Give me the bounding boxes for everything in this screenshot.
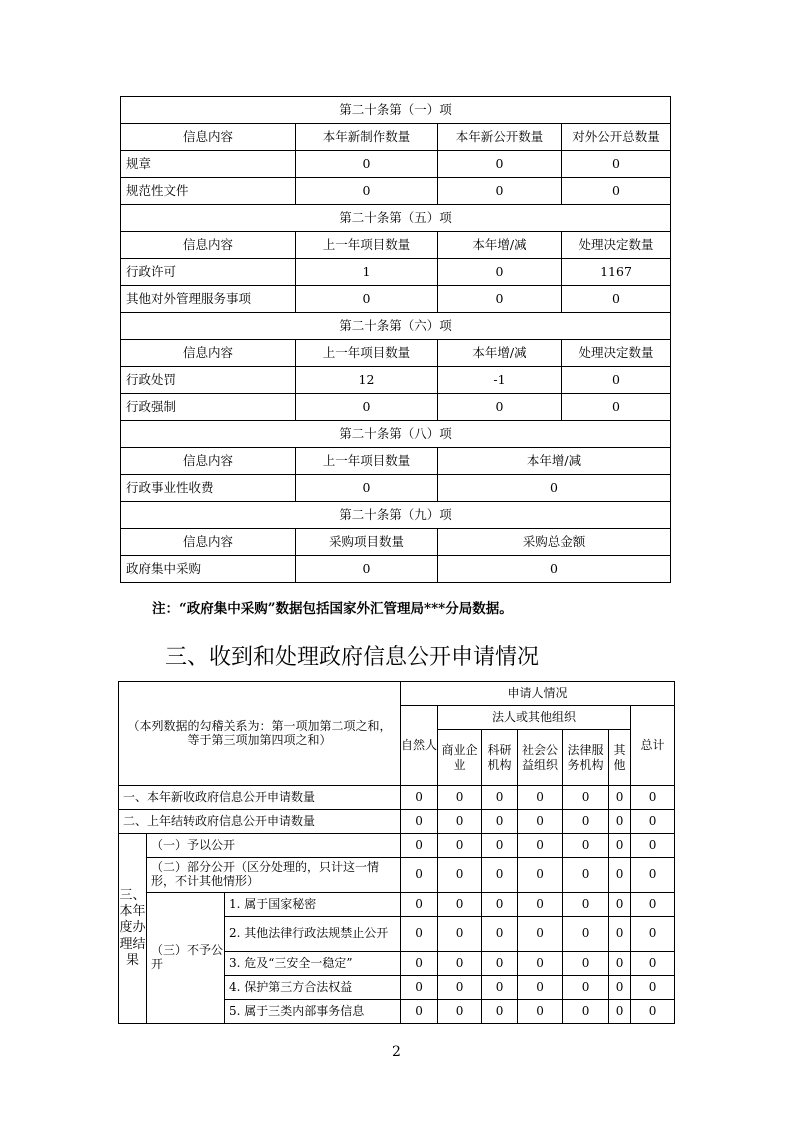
cell-value: 0 [563, 786, 609, 810]
cell-value: 0 [482, 917, 518, 952]
cell-value: 0 [631, 917, 675, 952]
natural-person-header: 自然人 [401, 706, 438, 786]
cell-value: 1167 [562, 259, 671, 286]
disclosure-table [120, 96, 671, 583]
cell-value: 0 [609, 834, 631, 858]
cell-value: 0 [438, 786, 482, 810]
cell-value: 0 [609, 893, 631, 917]
business-header: 商业企业 [438, 730, 482, 786]
section-title: 第二十条第（六）项 [121, 313, 671, 340]
cell-value: 0 [438, 952, 482, 976]
column-header: 信息内容 [121, 232, 296, 259]
cell-value: 0 [438, 394, 562, 421]
row-label: 规范性文件 [121, 178, 296, 205]
cell-value: 0 [401, 976, 438, 1000]
cell-value: 0 [518, 952, 563, 976]
cell-value: 0 [518, 893, 563, 917]
row-label: 行政事业性收费 [121, 475, 296, 502]
cell-value: 0 [401, 1000, 438, 1024]
cell-value: 0 [563, 834, 609, 858]
section-title: 第二十条第（一）项 [121, 97, 671, 124]
cell-value: 0 [296, 178, 438, 205]
legal-org-header: 法人或其他组织 [438, 706, 631, 730]
cell-value: 0 [609, 952, 631, 976]
column-header: 采购总金额 [438, 529, 671, 556]
column-header: 本年增/减 [438, 448, 671, 475]
row-label: 1. 属于国家秘密 [225, 893, 401, 917]
column-header: 采购项目数量 [296, 529, 438, 556]
cell-value: 0 [438, 893, 482, 917]
column-header: 信息内容 [121, 529, 296, 556]
cell-value: 0 [482, 810, 518, 834]
cell-value: 0 [482, 976, 518, 1000]
row-label: 行政许可 [121, 259, 296, 286]
row-label: 其他对外管理服务事项 [121, 286, 296, 313]
page-number: 2 [392, 1044, 401, 1060]
cell-value: 0 [631, 810, 675, 834]
cell-value: 0 [401, 952, 438, 976]
cell-value: 0 [609, 810, 631, 834]
cell-value: 0 [438, 1000, 482, 1024]
cell-value: 0 [562, 286, 671, 313]
cell-value: 0 [401, 893, 438, 917]
cell-value: 0 [518, 976, 563, 1000]
cell-value: 0 [482, 893, 518, 917]
row-label: 政府集中采购 [121, 556, 296, 583]
cell-value: 0 [563, 952, 609, 976]
cell-value: 0 [518, 917, 563, 952]
cell-value: 0 [562, 394, 671, 421]
total-header: 总计 [631, 706, 675, 786]
column-header: 本年新公开数量 [438, 124, 562, 151]
table-note: 注：“政府集中采购”数据包括国家外汇管理局***分局数据。 [152, 601, 513, 617]
research-header: 科研机构 [482, 730, 518, 786]
row-label: 5. 属于三类内部事务信息 [225, 1000, 401, 1024]
cell-value: 0 [631, 952, 675, 976]
cell-value: 0 [631, 976, 675, 1000]
cell-value: 0 [562, 151, 671, 178]
cell-value: 0 [482, 1000, 518, 1024]
section-title: 第二十条第（九）项 [121, 502, 671, 529]
cell-value: 0 [438, 259, 562, 286]
column-header: 信息内容 [121, 448, 296, 475]
cell-value: 0 [562, 367, 671, 394]
legal-service-header: 法律服务机构 [563, 730, 609, 786]
row-label: 4. 保护第三方合法权益 [225, 976, 401, 1000]
row-label: （一）予以公开 [147, 834, 401, 858]
cell-value: 0 [438, 858, 482, 893]
cell-value: 0 [401, 917, 438, 952]
cell-value: 0 [562, 178, 671, 205]
cell-value: 0 [438, 976, 482, 1000]
section-title: 第二十条第（五）项 [121, 205, 671, 232]
column-header: 上一年项目数量 [296, 340, 438, 367]
cell-value: 0 [296, 475, 438, 502]
cell-value: 0 [482, 952, 518, 976]
cell-value: 0 [609, 917, 631, 952]
column-header: 本年增/减 [438, 340, 562, 367]
cell-value: 0 [296, 394, 438, 421]
column-header: 信息内容 [121, 340, 296, 367]
social-header: 社会公益组织 [518, 730, 563, 786]
cell-value: 0 [563, 976, 609, 1000]
row-label: 二、上年结转政府信息公开申请数量 [119, 810, 401, 834]
cell-value: 0 [401, 834, 438, 858]
cell-value: 0 [296, 151, 438, 178]
column-header: 信息内容 [121, 124, 296, 151]
cell-value: 0 [482, 858, 518, 893]
column-header: 处理决定数量 [562, 232, 671, 259]
cell-value: 0 [563, 893, 609, 917]
row-group-label: （三）不予公开 [147, 893, 225, 1024]
cell-value: 12 [296, 367, 438, 394]
cell-value: 0 [563, 917, 609, 952]
cell-value: 0 [518, 858, 563, 893]
application-table [118, 681, 675, 1024]
column-header: 本年新制作数量 [296, 124, 438, 151]
row-label: 3. 危及“三安全一稳定” [225, 952, 401, 976]
column-header: 上一年项目数量 [296, 232, 438, 259]
other-header: 其他 [609, 730, 631, 786]
cell-value: 0 [438, 475, 671, 502]
cell-value: 0 [609, 786, 631, 810]
section3-label: 三、本年度办理结果 [119, 834, 147, 1024]
cell-value: 0 [518, 1000, 563, 1024]
section-title: 第二十条第（八）项 [121, 421, 671, 448]
cell-value: 0 [438, 834, 482, 858]
row-label: 一、本年新收政府信息公开申请数量 [119, 786, 401, 810]
cell-value: 0 [609, 858, 631, 893]
row-label: 行政强制 [121, 394, 296, 421]
cell-value: 0 [609, 1000, 631, 1024]
column-header: 对外公开总数量 [562, 124, 671, 151]
cell-value: 0 [563, 810, 609, 834]
cell-value: 0 [438, 286, 562, 313]
cell-value: 0 [518, 810, 563, 834]
cell-value: 0 [563, 1000, 609, 1024]
cell-value: 0 [631, 1000, 675, 1024]
cell-value: 0 [438, 810, 482, 834]
cell-value: 0 [296, 286, 438, 313]
cell-value: 0 [518, 786, 563, 810]
row-label: （二）部分公开（区分处理的，只计这一情形，不计其他情形） [147, 858, 401, 893]
cell-value: 0 [631, 858, 675, 893]
row-label: 2. 其他法律行政法规禁止公开 [225, 917, 401, 952]
cell-value: 0 [296, 556, 438, 583]
cell-value: 0 [482, 786, 518, 810]
corner-note: （本列数据的勾稽关系为：第一项加第二项之和，等于第三项加第四项之和） [119, 682, 401, 786]
cell-value: 0 [401, 858, 438, 893]
cell-value: 1 [296, 259, 438, 286]
section-heading: 三、收到和处理政府信息公开申请情况 [165, 645, 540, 670]
cell-value: 0 [609, 976, 631, 1000]
cell-value: 0 [438, 917, 482, 952]
column-header: 处理决定数量 [562, 340, 671, 367]
cell-value: 0 [401, 810, 438, 834]
cell-value: 0 [631, 834, 675, 858]
column-header: 本年增/减 [438, 232, 562, 259]
cell-value: 0 [438, 178, 562, 205]
cell-value: 0 [518, 834, 563, 858]
cell-value: 0 [482, 834, 518, 858]
cell-value: -1 [438, 367, 562, 394]
applicant-header: 申请人情况 [401, 682, 675, 706]
row-label: 行政处罚 [121, 367, 296, 394]
cell-value: 0 [401, 786, 438, 810]
cell-value: 0 [631, 786, 675, 810]
row-label: 规章 [121, 151, 296, 178]
cell-value: 0 [563, 858, 609, 893]
cell-value: 0 [631, 893, 675, 917]
cell-value: 0 [438, 556, 671, 583]
column-header: 上一年项目数量 [296, 448, 438, 475]
cell-value: 0 [438, 151, 562, 178]
